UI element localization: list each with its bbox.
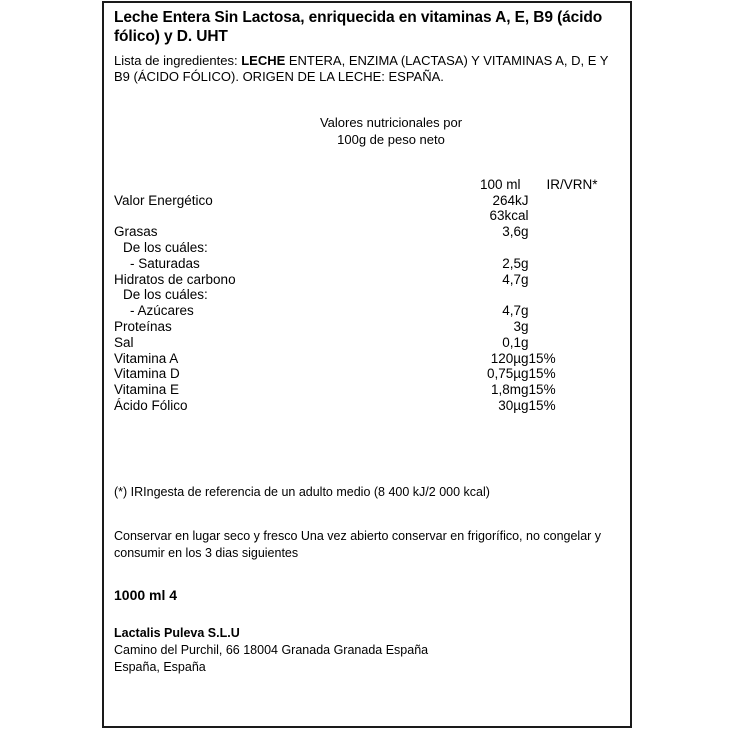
column-header-amount: 100 ml (480, 176, 521, 192)
nutrient-value: 4,7g (502, 303, 529, 319)
nutrient-value: 3,6g (502, 224, 529, 240)
ingredients-list (114, 53, 614, 85)
nutrient-value (396, 240, 529, 256)
label-content (104, 3, 630, 677)
nutrient-name: Sal (114, 334, 134, 350)
nutrient-percent: 15% (528, 366, 556, 382)
nutrition-header (114, 115, 620, 149)
nutrition-row (114, 303, 620, 319)
nutrition-row (114, 319, 620, 335)
nutrient-value: 63kcal (489, 208, 529, 224)
nutrition-row (114, 256, 620, 272)
nutrient-name: De los cuáles: (123, 240, 208, 255)
nutrient-name: Hidratos de carbono (114, 271, 236, 287)
nutrition-header-line1: Valores nutricionales por (319, 115, 463, 131)
nutrient-percent (529, 319, 620, 335)
nutrition-row (114, 335, 620, 351)
company-name: Lactalis Puleva S.L.U (114, 625, 240, 640)
nutrition-table (114, 177, 620, 414)
company-details (114, 625, 620, 677)
nutrient-name: Ácido Fólico (114, 397, 188, 413)
nutrition-row (114, 351, 620, 367)
nutrition-table-header-row (114, 177, 620, 193)
nutrient-name: Vitamina E (114, 382, 180, 398)
net-volume: 1000 ml 4 (114, 586, 178, 603)
nutrition-header-line2: 100g de peso neto (337, 131, 445, 147)
product-title: Leche Entera Sin Lactosa, enriquecida en vitaminas A, E, B9 (ácido fólico) y D. UHT (114, 9, 603, 45)
nutrient-name: Valor Energético (114, 192, 213, 208)
nutrition-row (114, 208, 620, 224)
nutrient-value: 4,7g (502, 271, 529, 287)
nutrient-percent (529, 256, 620, 272)
nutrition-row (114, 272, 620, 288)
nutrient-name: - Azúcares (130, 303, 194, 319)
nutrient-percent (529, 193, 620, 209)
nutrient-name: Grasas (114, 224, 158, 240)
nutrient-name: De los cuáles: (123, 287, 208, 303)
nutrient-value: 30µg (498, 397, 529, 413)
nutrient-percent (529, 208, 620, 224)
ingredients-label: Lista de ingredientes: (114, 52, 242, 68)
nutrient-name: - Saturadas (130, 255, 200, 271)
nutrient-value: 1,8mg (491, 382, 529, 398)
storage-instructions: Conservar en lugar seco y fresco Una vez abierto conservar en frigorífico, no congelar y consumir en los 3 dias siguientes (114, 529, 602, 560)
nutrient-percent (529, 303, 620, 319)
nutrition-row (114, 240, 620, 256)
reference-intake-footnote: (*) IRIngesta de referencia de un adulto medio (8 400 kJ/2 000 kcal) (114, 484, 490, 499)
nutrition-table-body (114, 177, 620, 193)
column-header-nutrient (114, 177, 396, 193)
nutrient-percent: 15% (528, 382, 556, 398)
ingredients-primary: LECHE (241, 52, 286, 68)
nutrient-value: 0,75µg (486, 366, 529, 382)
nutrition-rows (114, 193, 620, 414)
company-address: Camino del Purchil, 66 18004 Granada Granada España (114, 643, 429, 658)
nutrient-value: 264kJ (492, 192, 529, 208)
nutrient-percent (529, 335, 620, 351)
nutrient-name: Proteínas (114, 318, 172, 334)
nutrition-row (114, 398, 620, 414)
nutrition-row (114, 287, 620, 303)
nutrient-percent (529, 272, 620, 288)
nutrition-row (114, 382, 620, 398)
nutrient-value: 120µg (490, 350, 529, 366)
column-header-percent: IR/VRN* (546, 176, 598, 192)
nutrient-name: Vitamina D (114, 366, 180, 382)
nutrient-value: 2,5g (502, 255, 529, 271)
nutrient-value: 0,1g (502, 334, 529, 350)
nutrient-value (396, 287, 529, 303)
nutrition-row (114, 366, 620, 382)
nutrition-row (114, 193, 620, 209)
nutrient-percent: 15% (528, 397, 556, 413)
nutrient-percent (529, 224, 620, 240)
ingredients-rest: ENTERA, ENZIMA (LACTASA) Y VITAMINAS A, D, E Y B9 (ÁCIDO FÓLICO). ORIGEN DE LA LECHE: ESPAÑA. (114, 52, 609, 84)
company-country: España, España (114, 660, 206, 675)
nutrient-percent (529, 287, 620, 303)
nutrient-percent: 15% (528, 350, 556, 366)
nutrient-value: 3g (513, 318, 529, 334)
nutrient-percent (529, 240, 620, 256)
nutrition-label-frame (102, 1, 632, 728)
nutrient-name (114, 208, 396, 224)
nutrient-name: Vitamina A (114, 350, 179, 366)
nutrition-row (114, 224, 620, 240)
